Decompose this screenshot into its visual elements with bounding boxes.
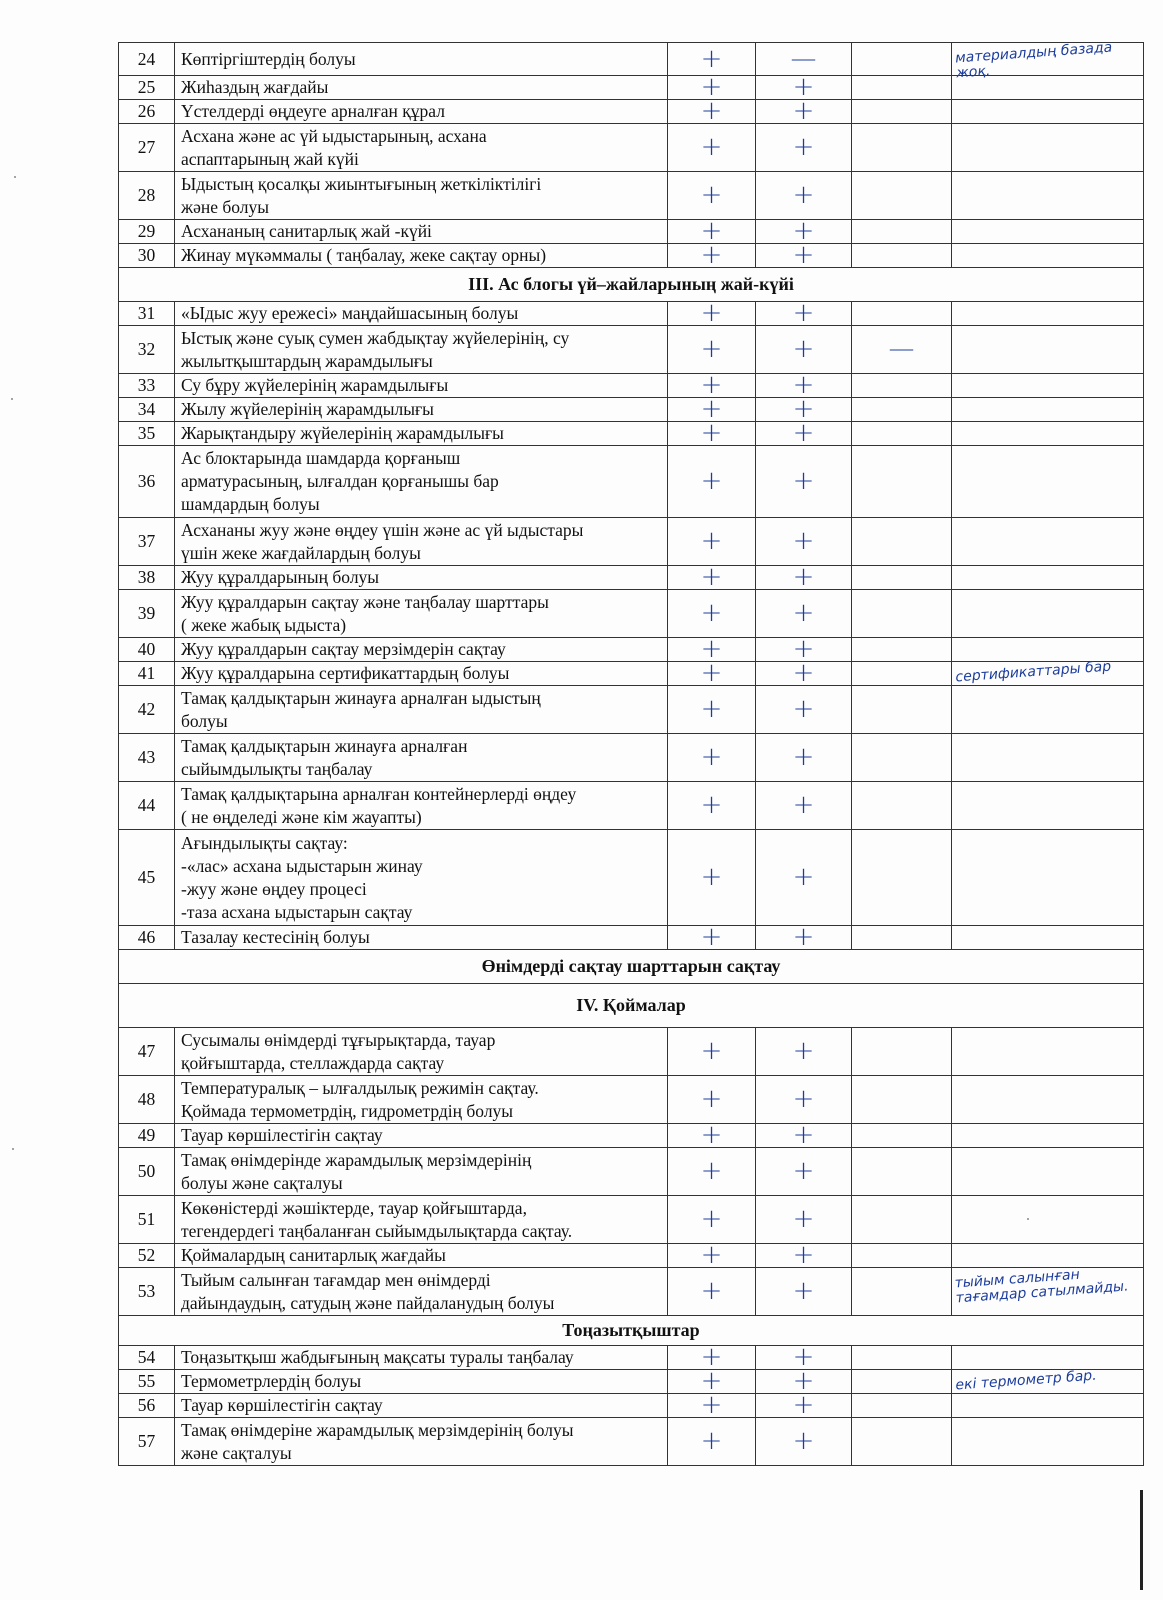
checklist-row [119,782,1144,830]
section-header-row [119,984,1144,1028]
row-number: 38 [119,566,175,590]
checklist-row [119,830,1144,926]
checklist-row [119,1244,1144,1268]
checklist-row [119,302,1144,326]
row-number: 44 [119,782,175,830]
mark-column-1: + [668,76,756,100]
mark-column-2: + [756,446,852,518]
mark-column-2: + [756,734,852,782]
criterion-text: Тамақ қалдықтарын жинауға арналған ыдыстың болуы [175,686,668,734]
criterion-text: Асхананың санитарлық жай -күйі [175,220,668,244]
mark-column-1: + [668,662,756,686]
mark-column-3 [852,1268,952,1316]
criterion-text: Жуу құралдарының болуы [175,566,668,590]
row-number: 55 [119,1370,175,1394]
row-number: 36 [119,446,175,518]
criterion-text: Тазалау кестесінің болуы [175,926,668,950]
mark-column-1: + [668,172,756,220]
criterion-text: Жинау мүкәммалы ( таңбалау, жеке сақтау орны) [175,244,668,268]
handwritten-note [949,439,1146,524]
criterion-text: Жуу құралдарына сертификаттардың болуы [175,662,668,686]
mark-column-2: + [756,662,852,686]
checklist-row [119,686,1144,734]
row-number: 53 [119,1268,175,1316]
mark-column-2: + [756,590,852,638]
criterion-text: Жуу құралдарын сақтау мерзімдерін сақтау [175,638,668,662]
checklist-row [119,926,1144,950]
checklist-row [119,124,1144,172]
row-number: 49 [119,1124,175,1148]
mark-column-3 [852,302,952,326]
mark-column-1: + [668,302,756,326]
mark-column-2: + [756,566,852,590]
mark-column-1: + [668,220,756,244]
checklist-row [119,638,1144,662]
mark-column-2: + [756,1148,852,1196]
mark-column-1: + [668,398,756,422]
scan-speck [11,398,13,400]
section-title: III. Ас блогы үй–жайларының жай-күйі [119,268,1144,302]
criterion-text: Жиһаздың жағдайы [175,76,668,100]
criterion-text: Су бұру жүйелерінің жарамдылығы [175,374,668,398]
mark-column-1: + [668,43,756,76]
mark-column-2: + [756,1394,852,1418]
row-number: 41 [119,662,175,686]
row-number: 34 [119,398,175,422]
mark-column-3: — [852,326,952,374]
mark-column-3 [852,244,952,268]
criterion-text: Ас блоктарында шамдарда қорғаныш арматурасының, ылғалдан қорғанышы бар шамдардың болуы [175,446,668,518]
checklist-row [119,566,1144,590]
mark-column-2: — [756,43,852,76]
section-header-row [119,950,1144,984]
checklist-row [119,1124,1144,1148]
checklist-row [119,244,1144,268]
checklist-row [119,734,1144,782]
checklist-row [119,398,1144,422]
mark-column-1: + [668,782,756,830]
mark-column-3 [852,1394,952,1418]
mark-column-3 [852,422,952,446]
mark-column-2: + [756,172,852,220]
criterion-text: Температуралық – ылғалдылық режимін сақтау. Қоймада термометрдің, гидрометрдің болуы [175,1076,668,1124]
mark-column-1: + [668,244,756,268]
criterion-text: Тоңазытқыш жабдығының мақсаты туралы таңбалау [175,1346,668,1370]
checklist-row [119,220,1144,244]
mark-column-1: + [668,590,756,638]
checklist-row [119,1076,1144,1124]
mark-column-2: + [756,1076,852,1124]
checklist-row [119,374,1144,398]
mark-column-3 [852,374,952,398]
mark-column-2: + [756,1346,852,1370]
mark-column-3 [852,100,952,124]
criterion-text: Сусымалы өнімдерді тұғырықтарда, тауар қойғыштарда, стеллаждарда сақтау [175,1028,668,1076]
mark-column-3 [852,1076,952,1124]
mark-column-1: + [668,638,756,662]
mark-column-2: + [756,1370,852,1394]
scan-edge-mark [1140,1490,1143,1590]
row-number: 40 [119,638,175,662]
checklist-row [119,326,1144,374]
row-number: 48 [119,1076,175,1124]
mark-column-2: + [756,374,852,398]
checklist-row [119,662,1144,686]
row-number: 30 [119,244,175,268]
mark-column-1: + [668,566,756,590]
scan-speck [12,1148,14,1150]
mark-column-2: + [756,782,852,830]
mark-column-2: + [756,926,852,950]
row-number: 52 [119,1244,175,1268]
mark-column-2: + [756,220,852,244]
checklist-row [119,1346,1144,1370]
mark-column-3 [852,124,952,172]
handwritten-note: материалдың базада жоқ. [951,36,1145,82]
row-number: 45 [119,830,175,926]
mark-column-1: + [668,830,756,926]
checklist-row [119,1148,1144,1196]
mark-column-2: + [756,1028,852,1076]
criterion-text: «Ыдыс жуу ережесі» маңдайшасының болуы [175,302,668,326]
row-number: 35 [119,422,175,446]
mark-column-1: + [668,1076,756,1124]
mark-column-3 [852,398,952,422]
handwritten-note: сертификаттары бар [951,655,1144,692]
row-number: 42 [119,686,175,734]
mark-column-3 [852,1244,952,1268]
mark-column-3 [852,830,952,926]
mark-column-3 [852,43,952,76]
mark-column-2: + [756,302,852,326]
mark-column-3 [852,1148,952,1196]
checklist-row [119,100,1144,124]
mark-column-2: + [756,1124,852,1148]
checklist-body [119,38,1144,1466]
section-header-row [119,268,1144,302]
criterion-text: Асхананы жуу және өңдеу үшін және ас үй ыдыстары үшін жеке жағдайлардың болуы [175,518,668,566]
mark-column-3 [852,566,952,590]
mark-column-1: + [668,926,756,950]
mark-column-1: + [668,374,756,398]
criterion-text: Қоймалардың санитарлық жағдайы [175,1244,668,1268]
mark-column-3 [852,638,952,662]
mark-column-1: + [668,446,756,518]
checklist-row [119,1028,1144,1076]
row-number: 47 [119,1028,175,1076]
row-number: 46 [119,926,175,950]
section-title: IV. Қоймалар [119,984,1144,1028]
criterion-text: Тыйым салынған тағамдар мен өнімдерді дайындаудың, сатудың және пайдаланудың болуы [175,1268,668,1316]
mark-column-1: + [668,1268,756,1316]
criterion-text: Үстелдерді өңдеуге арналған құрал [175,100,668,124]
criterion-text: Ыдыстың қосалқы жиынтығының жеткіліктілігі және болуы [175,172,668,220]
criterion-text: Термометрлердің болуы [175,1370,668,1394]
checklist-row [119,446,1144,518]
mark-column-2: + [756,244,852,268]
mark-column-3 [852,686,952,734]
mark-column-3 [852,76,952,100]
mark-column-2: + [756,1196,852,1244]
mark-column-2: + [756,686,852,734]
checklist-row [119,1370,1144,1394]
mark-column-3 [852,782,952,830]
checklist-row [119,172,1144,220]
mark-column-1: + [668,1394,756,1418]
criterion-text: Жарықтандыру жүйелерінің жарамдылығы [175,422,668,446]
row-number: 50 [119,1148,175,1196]
mark-column-3 [852,1196,952,1244]
criterion-text: Жылу жүйелерінің жарамдылығы [175,398,668,422]
mark-column-1: + [668,1346,756,1370]
mark-column-1: + [668,734,756,782]
row-number: 56 [119,1394,175,1418]
checklist-row [119,1418,1144,1466]
criterion-text: Ыстық және суық сумен жабдықтау жүйелерінің, су жылытқыштардың жарамдылығы [175,326,668,374]
section-title: Өнімдерді сақтау шарттарын сақтау [119,950,1144,984]
checklist-row [119,590,1144,638]
mark-column-3 [852,1370,952,1394]
mark-column-2: + [756,1268,852,1316]
mark-column-2: + [756,422,852,446]
scan-speck [1027,1218,1029,1220]
mark-column-1: + [668,1418,756,1466]
mark-column-1: + [668,1148,756,1196]
mark-column-1: + [668,686,756,734]
checklist-row [119,43,1144,76]
mark-column-3 [852,446,952,518]
mark-column-2: + [756,638,852,662]
mark-column-2: + [756,326,852,374]
criterion-text: Тамақ өнімдерінде жарамдылық мерзімдерінің болуы және сақталуы [175,1148,668,1196]
section-title: Тоңазытқыштар [119,1316,1144,1346]
mark-column-3 [852,220,952,244]
mark-column-2: + [756,830,852,926]
mark-column-2: + [756,76,852,100]
mark-column-1: + [668,326,756,374]
criterion-text: Асхана және ас үй ыдыстарының, асхана аспаптарының жай күйі [175,124,668,172]
mark-column-3 [852,1346,952,1370]
criterion-text: Тамақ қалдықтарына арналған контейнерлерді өңдеу ( не өңделеді және кім жауапты) [175,782,668,830]
mark-column-3 [852,1418,952,1466]
row-number: 39 [119,590,175,638]
row-number: 25 [119,76,175,100]
handwritten-note: тыйым салынған тағамдар сатылмайды. [950,1261,1145,1322]
criterion-text: Көптіргіштердің болуы [175,43,668,76]
inspection-checklist-table [118,38,1144,1466]
mark-column-2: + [756,518,852,566]
mark-column-3 [852,172,952,220]
mark-column-3 [852,734,952,782]
mark-column-1: + [668,1244,756,1268]
mark-column-1: + [668,518,756,566]
checklist-row [119,1394,1144,1418]
criterion-text: Тамақ өнімдеріне жарамдылық мерзімдерінің болуы және сақталуы [175,1418,668,1466]
row-number: 32 [119,326,175,374]
checklist-row [119,1268,1144,1316]
checklist-row [119,1196,1144,1244]
mark-column-2: + [756,124,852,172]
criterion-text: Тауар көршілестігін сақтау [175,1394,668,1418]
handwritten-note [948,823,1146,932]
mark-column-3 [852,662,952,686]
mark-column-2: + [756,1418,852,1466]
row-number: 43 [119,734,175,782]
mark-column-1: + [668,422,756,446]
mark-column-1: + [668,1196,756,1244]
mark-column-3 [852,518,952,566]
mark-column-1: + [668,100,756,124]
checklist-row [119,76,1144,100]
criterion-text: Ағындылықты сақтау: -«лас» асхана ыдыстарын жинау -жуу және өңдеу процесі -таза асхана ыдыстарын сақтау [175,830,668,926]
mark-column-3 [852,1124,952,1148]
row-number: 24 [119,43,175,76]
mark-column-1: + [668,1124,756,1148]
row-number: 31 [119,302,175,326]
row-number: 37 [119,518,175,566]
mark-column-3 [852,590,952,638]
mark-column-1: + [668,1370,756,1394]
row-number: 26 [119,100,175,124]
row-number: 27 [119,124,175,172]
mark-column-3 [852,926,952,950]
mark-column-2: + [756,100,852,124]
mark-column-2: + [756,398,852,422]
criterion-text: Жуу құралдарын сақтау және таңбалау шарттары ( жеке жабық ыдыста) [175,590,668,638]
row-number: 29 [119,220,175,244]
row-number: 33 [119,374,175,398]
checklist-row [119,518,1144,566]
mark-column-1: + [668,1028,756,1076]
row-number: 54 [119,1346,175,1370]
mark-column-2: + [756,1244,852,1268]
mark-column-1: + [668,124,756,172]
checklist-row [119,422,1144,446]
row-number: 28 [119,172,175,220]
scan-speck [14,176,16,178]
mark-column-3 [852,1028,952,1076]
row-number: 57 [119,1418,175,1466]
row-number: 51 [119,1196,175,1244]
handwritten-note: екі термометр бар. [951,1363,1144,1400]
criterion-text: Тамақ қалдықтарын жинауға арналған сыйымдылықты таңбалау [175,734,668,782]
criterion-text: Тауар көршілестігін сақтау [175,1124,668,1148]
criterion-text: Көкөністерді жәшіктерде, тауар қойғыштарда, тегендердегі таңбаланған сыйымдылықтарда сақтау. [175,1196,668,1244]
